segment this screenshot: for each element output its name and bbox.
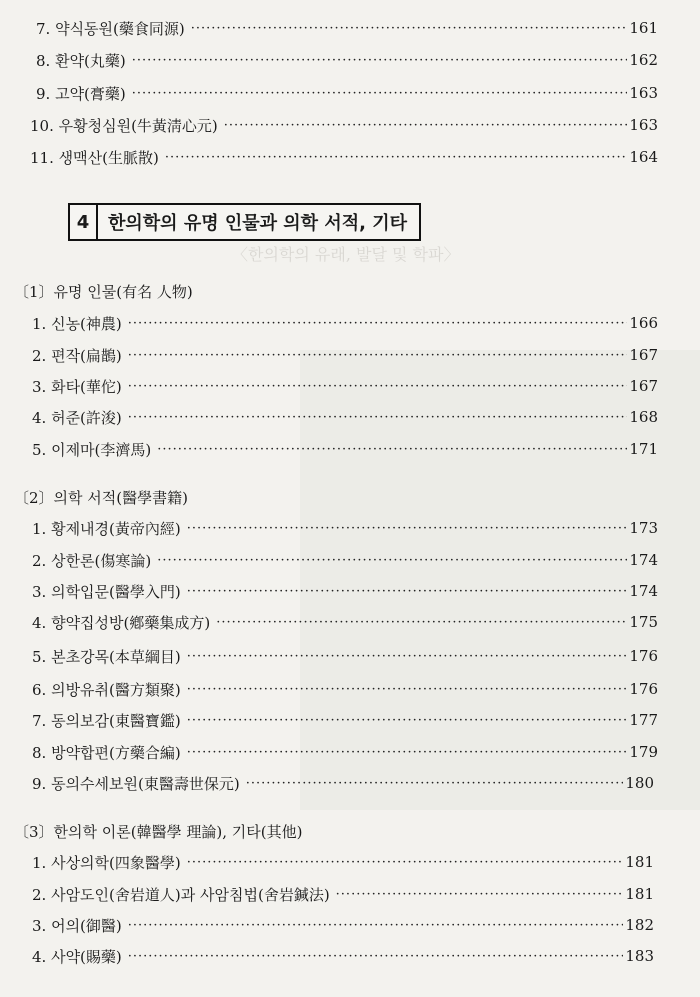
entry-label: 2. 상한론(傷寒論) [32, 551, 152, 570]
toc-entry [32, 942, 654, 970]
bleed-through-text: 〈한의학의 유래, 발달 및 학파〉 [232, 245, 460, 264]
toc-entry [32, 577, 658, 605]
toc-entry [32, 911, 654, 939]
toc-entry [32, 848, 654, 876]
entry-label: 3. 어의(御醫) [32, 916, 122, 935]
toc-entry [32, 309, 658, 337]
entry-page: 164 [629, 148, 658, 166]
leader-dots [128, 918, 624, 933]
leader-dots [187, 713, 628, 728]
entry-page: 163 [629, 116, 658, 134]
leader-dots [224, 118, 628, 133]
leader-dots [128, 316, 628, 331]
entry-page: 167 [629, 377, 658, 395]
leader-dots [157, 442, 627, 457]
section-title: 〔1〕유명 인물(有名 人物) [14, 282, 193, 301]
entry-page: 182 [625, 916, 654, 934]
section-title: 〔3〕한의학 이론(韓醫學 理論), 기타(其他) [14, 822, 303, 841]
toc-entry [32, 642, 658, 670]
chapter-number: 4 [70, 205, 98, 239]
leader-dots [132, 53, 628, 68]
toc-entry [32, 675, 658, 703]
leader-dots [128, 379, 628, 394]
toc-entry [32, 769, 654, 797]
entry-page: 175 [629, 613, 658, 631]
entry-label: 7. 약식동원(藥食同源) [36, 19, 185, 38]
leader-dots [187, 584, 628, 599]
entry-label: 4. 허준(許浚) [32, 408, 122, 427]
leader-dots [128, 410, 628, 425]
entry-label: 8. 환약(丸藥) [36, 51, 126, 70]
toc-entry [30, 111, 658, 139]
toc-entry [32, 546, 658, 574]
entry-label: 5. 본초강목(本草綱目) [32, 647, 181, 666]
leader-dots [132, 86, 628, 101]
entry-label: 10. 우황청심원(牛黃淸心元) [30, 116, 218, 135]
entry-label: 3. 화타(華佗) [32, 377, 122, 396]
leader-dots [187, 649, 628, 664]
entry-page: 180 [625, 774, 654, 792]
toc-entry [32, 608, 658, 636]
toc-entry [32, 403, 658, 431]
entry-page: 183 [625, 947, 654, 965]
entry-page: 174 [629, 582, 658, 600]
leader-dots [157, 553, 627, 568]
entry-label: 2. 편작(扁鵲) [32, 346, 122, 365]
entry-label: 6. 의방유취(醫方類聚) [32, 680, 181, 699]
leader-dots [191, 21, 628, 36]
entry-label: 9. 동의수세보원(東醫壽世保元) [32, 774, 240, 793]
entry-label: 8. 방약합편(方藥合編) [32, 743, 181, 762]
entry-page: 181 [625, 853, 654, 871]
entry-page: 176 [629, 647, 658, 665]
entry-page: 163 [629, 84, 658, 102]
toc-entry [36, 14, 658, 42]
toc-entry [32, 341, 658, 369]
toc-entry [32, 706, 658, 734]
toc-entry [32, 738, 658, 766]
entry-page: 179 [629, 743, 658, 761]
chapter-heading [68, 203, 421, 241]
entry-page: 181 [625, 885, 654, 903]
entry-label: 4. 사약(賜藥) [32, 947, 122, 966]
leader-dots [336, 887, 624, 902]
entry-page: 168 [629, 408, 658, 426]
entry-label: 4. 향약집성방(鄕藥集成方) [32, 613, 211, 632]
leader-dots [187, 682, 628, 697]
leader-dots [187, 745, 628, 760]
entry-page: 171 [629, 440, 658, 458]
entry-label: 9. 고약(膏藥) [36, 84, 126, 103]
entry-page: 167 [629, 346, 658, 364]
toc-entry [32, 514, 658, 542]
entry-label: 1. 사상의학(四象醫學) [32, 853, 181, 872]
leader-dots [246, 776, 624, 791]
entry-page: 174 [629, 551, 658, 569]
entry-label: 11. 생맥산(生脈散) [30, 148, 159, 167]
leader-dots [187, 521, 628, 536]
toc-entry [32, 880, 654, 908]
entry-page: 177 [629, 711, 658, 729]
leader-dots [216, 615, 627, 630]
entry-label: 1. 황제내경(黃帝內經) [32, 519, 181, 538]
entry-page: 161 [629, 19, 658, 37]
toc-entry [36, 46, 658, 74]
entry-page: 173 [629, 519, 658, 537]
leader-dots [128, 348, 628, 363]
leader-dots [187, 855, 624, 870]
leader-dots [128, 949, 624, 964]
entry-label: 5. 이제마(李濟馬) [32, 440, 152, 459]
toc-entry [32, 372, 658, 400]
toc-entry [30, 143, 658, 171]
entry-label: 2. 사암도인(舍岩道人)과 사암침법(舍岩鍼法) [32, 885, 330, 904]
entry-page: 166 [629, 314, 658, 332]
entry-page: 176 [629, 680, 658, 698]
section-title: 〔2〕의학 서적(醫學書籍) [14, 488, 188, 507]
toc-entry [32, 435, 658, 463]
leader-dots [165, 150, 628, 165]
entry-label: 3. 의학입문(醫學入門) [32, 582, 181, 601]
chapter-title: 한의학의 유명 인물과 의학 서적, 기타 [108, 213, 407, 234]
entry-label: 7. 동의보감(東醫寶鑑) [32, 711, 181, 730]
toc-entry [36, 79, 658, 107]
entry-label: 1. 신농(神農) [32, 314, 122, 333]
entry-page: 162 [629, 51, 658, 69]
